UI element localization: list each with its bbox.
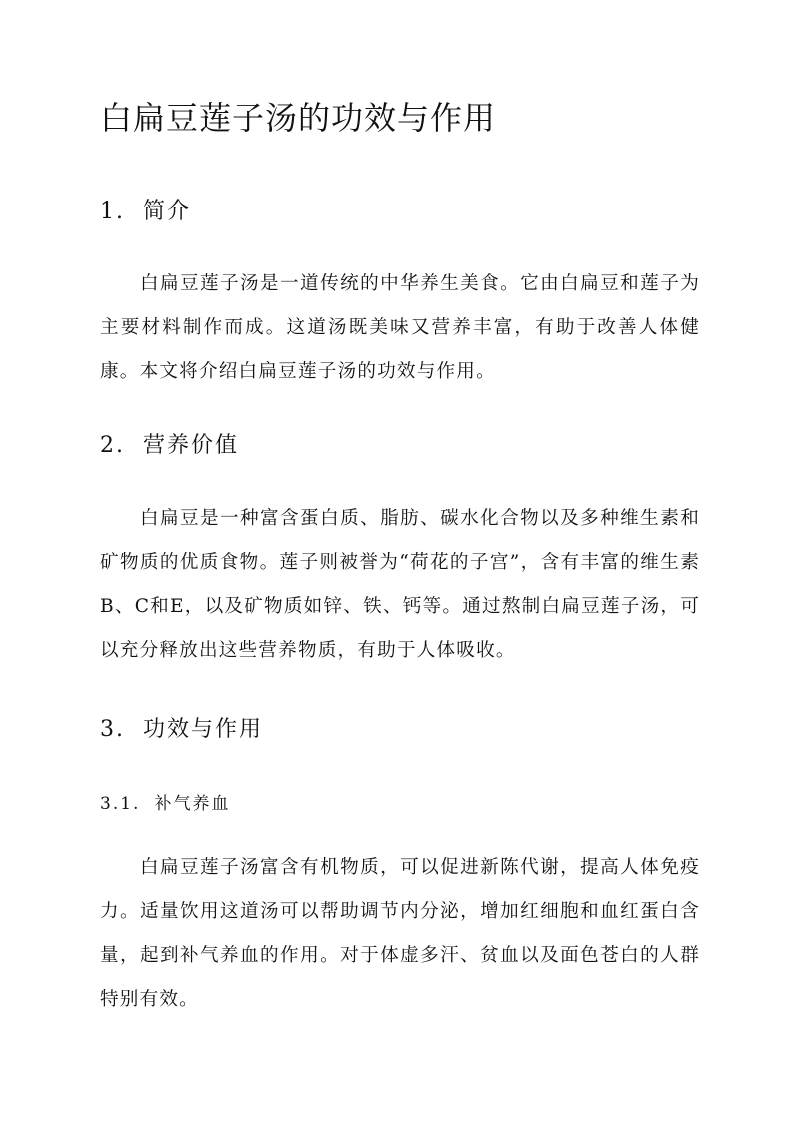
- subsection-number: 3.1.: [100, 794, 141, 814]
- paragraph-nutrition: 白扁豆是一种富含蛋白质、脂肪、碳水化合物以及多种维生素和矿物质的优质食物。莲子则被誉为“荷花的子宫”，含有丰富的维生素B、C和E，以及矿物质如锌、铁、钙等。通过熬制白扁豆莲子汤，可以充分释放出这些营养物质，有助于人体吸收。: [100, 508, 700, 661]
- section-heading-effects: [100, 714, 263, 746]
- paragraph-qi-blood: 白扁豆莲子汤富含有机物质，可以促进新陈代谢，提高人体免疫力。适量饮用这道汤可以帮助调节内分泌，增加红细胞和血红蛋白含量，起到补气养血的作用。对于体虚多汗、贫血以及面色苍白的人群特别有效。: [100, 857, 700, 1010]
- page-title: 白扁豆莲子汤的功效与作用: [100, 99, 497, 137]
- section-title: 简介: [143, 199, 192, 224]
- section-heading-nutrition: [100, 430, 239, 462]
- paragraph-intro: 白扁豆莲子汤是一道传统的中华养生美食。它由白扁豆和莲子为主要材料制作而成。这道汤既美味又营养丰富，有助于改善人体健康。本文将介绍白扁豆莲子汤的功效与作用。: [100, 273, 700, 382]
- subsection-heading-qi-blood: [100, 791, 230, 817]
- subsection-title: 补气养血: [154, 794, 231, 814]
- section-number: 3.: [100, 717, 125, 742]
- section-number: 1.: [100, 199, 125, 224]
- section-title: 营养价值: [143, 433, 240, 458]
- section-heading-intro: [100, 196, 191, 228]
- section-number: 2.: [100, 433, 125, 458]
- section-title: 功效与作用: [143, 717, 264, 742]
